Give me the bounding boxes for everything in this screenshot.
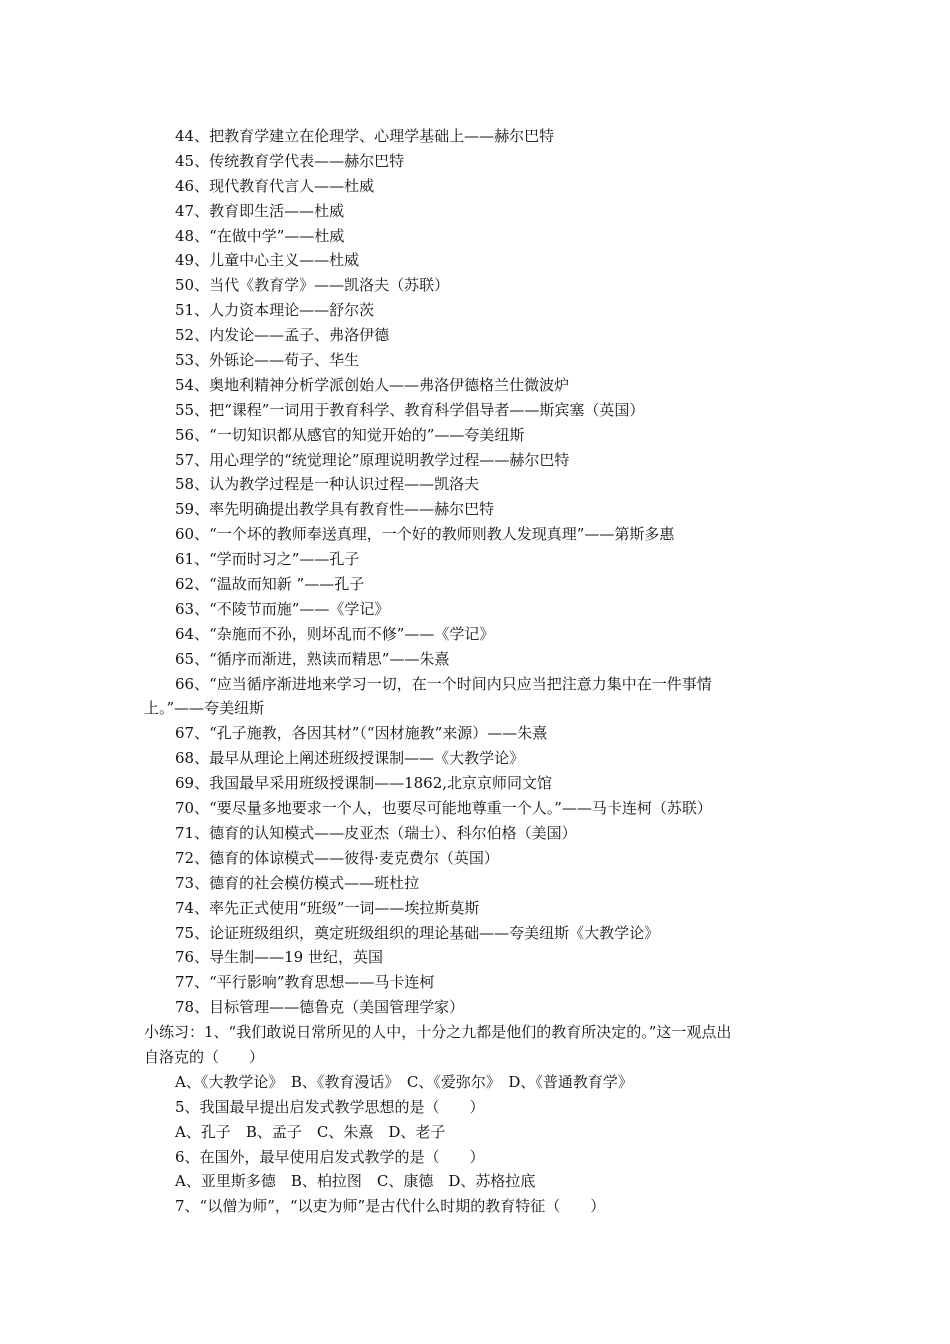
list-item: 70、“要尽量多地要求一个人，也要尽可能地尊重一个人。”——马卡连柯（苏联） [175, 799, 712, 818]
list-item-66-line2: 上。”——夸美纽斯 [144, 699, 265, 718]
list-item: 65、“循序而渐进，熟读而精思”——朱熹 [175, 649, 450, 668]
list-item: 52、内发论——孟子、弗洛伊德 [175, 326, 390, 345]
list-item-66-line1: 66、“应当循序渐进地来学习一切，在一个时间内只应当把注意力集中在一件事情 [175, 674, 712, 693]
list-item: 44、把教育学建立在伦理学、心理学基础上——赫尔巴特 [175, 127, 555, 145]
list-item: 69、我国最早采用班级授课制——1862,北京京师同文馆 [175, 774, 553, 793]
list-item: 46、现代教育代言人——杜威 [175, 176, 375, 195]
list-item: 59、率先明确提出教学具有教育性——赫尔巴特 [175, 500, 495, 519]
list-item: 54、奥地利精神分析学派创始人——弗洛伊德格兰仕微波炉 [175, 375, 570, 394]
list-item: 71、德育的认知模式——皮亚杰（瑞士）、科尔伯格（美国） [175, 823, 577, 842]
document-page [144, 124, 816, 1219]
list-item: 58、认为教学过程是一种认识过程——凯洛夫 [175, 475, 480, 494]
practice-question-6: 6、在国外，最早使用启发式教学的是（ ） [175, 1147, 485, 1166]
practice-question-1-line2: 自洛克的（ ） [144, 1047, 265, 1066]
list-item: 64、“杂施而不孙，则坏乱而不修”——《学记》 [175, 624, 495, 643]
list-item: 49、儿童中心主义——杜威 [175, 251, 360, 270]
list-item: 74、率先正式使用“班级”一词——埃拉斯莫斯 [175, 898, 480, 917]
list-item: 75、论证班级组织，奠定班级组织的理论基础——夸美纽斯《大教学论》 [175, 923, 660, 942]
list-item: 50、当代《教育学》——凯洛夫（苏联） [175, 276, 450, 295]
list-item: 60、“一个坏的教师奉送真理，一个好的教师则教人发现真理”——第斯多惠 [175, 525, 675, 544]
list-item: 62、“温故而知新 ”——孔子 [175, 575, 365, 594]
list-item: 53、外铄论——荀子、华生 [175, 351, 360, 370]
list-item: 73、德育的社会模仿模式——班杜拉 [175, 873, 420, 892]
list-item: 68、最早从理论上阐述班级授课制——《大教学论》 [175, 749, 525, 768]
list-item: 67、“孔子施教，各因其材”（“因材施教”来源）——朱熹 [175, 724, 548, 743]
list-item: 57、用心理学的“统觉理论”原理说明教学过程——赫尔巴特 [175, 450, 570, 469]
list-item: 51、人力资本理论——舒尔茨 [175, 301, 375, 320]
practice-question-1-options: A、《大教学论》 B、《教育漫话》 C、《爱弥尔》 D、《普通教育学》 [175, 1072, 633, 1091]
list-item: 48、“在做中学”——杜威 [175, 226, 345, 245]
list-item: 55、把“课程”一词用于教育科学、教育科学倡导者——斯宾塞（英国） [175, 400, 645, 419]
list-item: 45、传统教育学代表——赫尔巴特 [175, 151, 405, 170]
practice-question-1-line1: 小练习：1、“我们敢说日常所见的人中，十分之九都是他们的教育所决定的。”这一观点出 [144, 1023, 732, 1042]
list-item: 72、德育的体谅模式——彼得·麦克费尔（英国） [175, 848, 499, 867]
practice-question-6-options: A、亚里斯多德 B、柏拉图 C、康德 D、苏格拉底 [175, 1172, 536, 1191]
practice-question-5-options: A、孔子 B、孟子 C、朱熹 D、老子 [175, 1122, 446, 1141]
practice-question-5: 5、我国最早提出启发式教学思想的是（ ） [175, 1097, 485, 1116]
list-item: 63、“不陵节而施”——《学记》 [175, 599, 390, 618]
list-item: 76、导生制——19 世纪，英国 [175, 948, 383, 967]
list-item: 77、“平行影响”教育思想——马卡连柯 [175, 973, 435, 992]
list-item: 61、“学而时习之”——孔子 [175, 550, 360, 569]
practice-question-7: 7、“以僧为师”，“以吏为师”是古代什么时期的教育特征（ ） [175, 1197, 606, 1216]
list-item: 47、教育即生活——杜威 [175, 201, 345, 220]
list-item: 78、目标管理——德鲁克（美国管理学家） [175, 998, 465, 1017]
list-item: 56、“一切知识都从感官的知觉开始的”——夸美纽斯 [175, 425, 525, 444]
